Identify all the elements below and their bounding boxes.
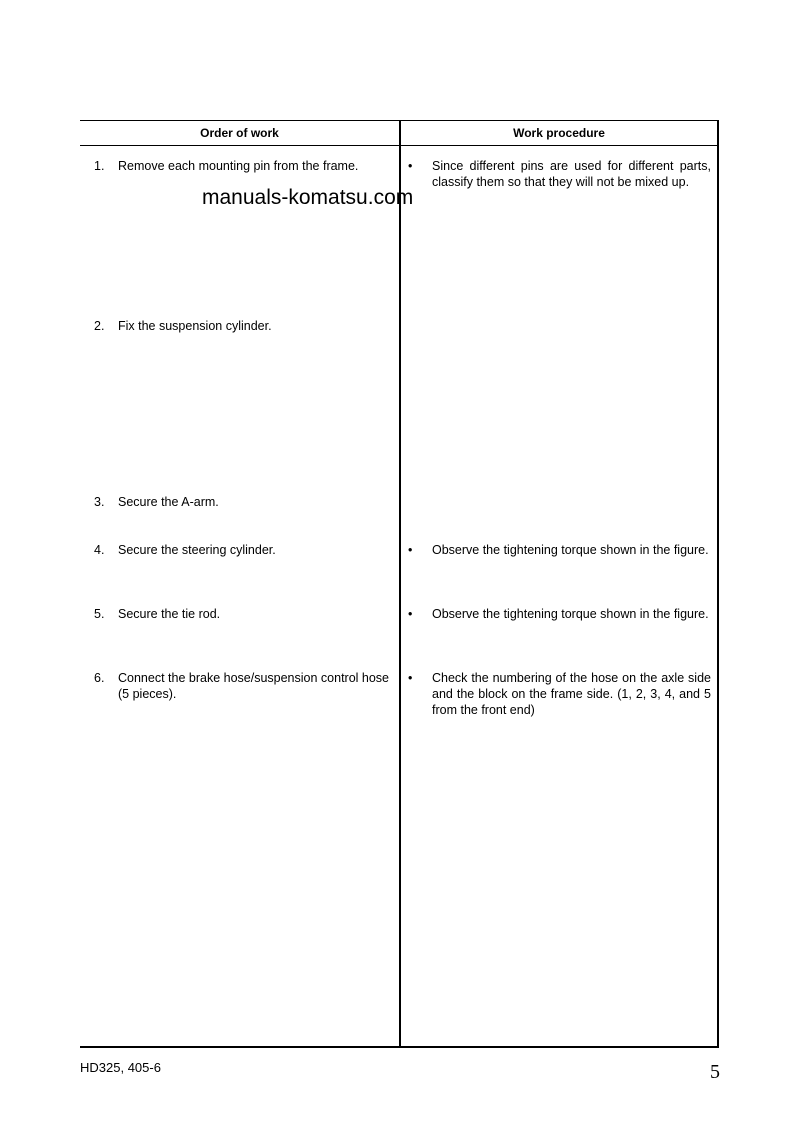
header-work-procedure: Work procedure [513,126,605,140]
step-number: 4. [94,543,105,557]
bullet-icon: • [408,607,413,621]
table-right-border [717,120,719,1048]
step-number: 1. [94,159,105,173]
bullet-icon: • [408,671,413,685]
step-text: Secure the tie rod. [118,607,221,621]
step-number: 3. [94,495,105,509]
bullet-icon: • [408,543,413,557]
step-text: Secure the A-arm. [118,495,219,509]
step-number: 6. [94,671,105,685]
procedure-text: Observe the tightening torque shown in the figure. [432,543,709,557]
bullet-icon: • [408,159,413,173]
step-text: Secure the steering cylinder. [118,543,276,557]
watermark-text: manuals-komatsu.com [202,186,414,209]
step-text: Remove each mounting pin from the frame. [118,159,359,173]
step-text: Fix the suspension cylinder. [118,319,272,333]
step-text: Connect the brake hose/suspension control hose (5 pieces). [118,671,390,701]
page-number: 5 [710,1061,720,1083]
step-number: 2. [94,319,105,333]
column-divider [399,120,401,1048]
header-order-of-work: Order of work [200,126,279,140]
step-number: 5. [94,607,105,621]
model-number: HD325, 405-6 [80,1060,161,1075]
procedure-text: Check the numbering of the hose on the axle side and the block on the frame side. (1, 2, 3, 4, and 5 from the front end) [432,671,711,717]
procedure-text: Observe the tightening torque shown in the figure. [432,607,709,621]
procedure-text: Since different pins are used for different parts, classify them so that they will not be mixed up. [432,159,711,189]
